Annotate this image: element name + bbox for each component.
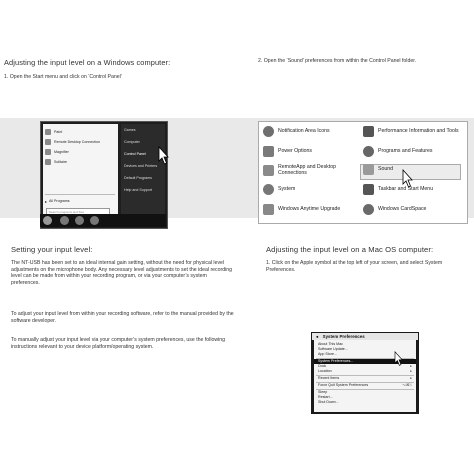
- start-link-computer[interactable]: Computer: [124, 140, 140, 144]
- start-link-help-support[interactable]: Help and Support: [124, 188, 152, 192]
- control-panel-item-label: RemoteApp and Desktop Connections: [278, 164, 336, 177]
- control-panel-item[interactable]: [263, 164, 359, 176]
- menu-system-preferences[interactable]: System Preferences...: [318, 358, 354, 363]
- start-item-remote-desktop[interactable]: Remote Desktop Connection: [45, 138, 100, 146]
- control-panel-item-label: Programs and Features: [378, 148, 433, 155]
- control-panel-item-label: Windows Anytime Upgrade: [278, 206, 341, 213]
- control-panel-item-label: Windows CardSpace: [378, 206, 427, 213]
- start-link-default-programs[interactable]: Default Programs: [124, 176, 152, 180]
- start-orb-icon[interactable]: [43, 216, 52, 225]
- menu-force-quit[interactable]: Force Quit System Preferences: [318, 383, 369, 387]
- control-panel-window: [258, 121, 468, 224]
- remoteapp-icon: [263, 165, 274, 176]
- menu-recent-items[interactable]: Recent Items: [318, 376, 340, 380]
- all-programs-link[interactable]: ▸ All Programs: [45, 198, 70, 204]
- windows-step2: 2. Open the ‘Sound’ preferences from within the Control Panel folder.: [258, 58, 417, 64]
- control-panel-item[interactable]: [363, 146, 459, 157]
- setting-paragraph-3: To manually adjust your input level via your computer’s system preferences, use the following instructions relevant to your device platform/operating system.: [11, 337, 226, 350]
- sound-icon: [363, 164, 374, 175]
- start-link-devices-printers[interactable]: Devices and Printers: [124, 164, 158, 168]
- control-panel-item[interactable]: [263, 184, 359, 195]
- setting-heading: Setting your input level:: [11, 245, 93, 254]
- start-search-input[interactable]: Search programs and files: [46, 208, 110, 216]
- force-quit-shortcut: ⌥⌘⎋: [402, 383, 412, 387]
- start-link-control-panel[interactable]: Control Panel: [124, 152, 146, 156]
- mac-heading: Adjusting the input level on a Mac OS computer:: [266, 245, 434, 254]
- control-panel-item-label: Notification Area Icons: [278, 128, 330, 135]
- start-link-games[interactable]: Games: [124, 128, 136, 132]
- taskbar-media-icon[interactable]: [90, 216, 99, 225]
- arrow-right-icon: ▸: [45, 198, 48, 204]
- control-panel-item[interactable]: [263, 204, 359, 215]
- solitaire-icon: [45, 159, 51, 165]
- menu-software-update[interactable]: Software Update...: [318, 347, 348, 351]
- control-panel-item-label: System: [278, 186, 296, 193]
- apple-menu: [311, 332, 419, 414]
- menu-about-this-mac[interactable]: About This Mac: [318, 342, 343, 346]
- start-item-magnifier[interactable]: Magnifier: [45, 148, 69, 156]
- menu-location[interactable]: Location: [318, 369, 332, 373]
- menu-separator: [316, 382, 414, 383]
- menu-sleep[interactable]: Sleep: [318, 390, 328, 394]
- mouse-cursor-icon: [402, 169, 414, 189]
- start-menu: [40, 121, 168, 229]
- taskbar-ie-icon[interactable]: [60, 216, 69, 225]
- menu-separator: [316, 389, 414, 390]
- menu-separator: [316, 375, 414, 376]
- setting-paragraph-2: To adjust your input level from within your recording software, refer to the manual provided by the software developer.: [11, 311, 234, 324]
- performance-icon: [363, 126, 374, 137]
- apple-icon[interactable]: ●: [316, 334, 319, 339]
- menu-restart[interactable]: Restart...: [318, 395, 333, 399]
- control-panel-item-label: Sound: [378, 166, 394, 173]
- menu-shut-down[interactable]: Shut Down...: [318, 400, 339, 404]
- start-menu-places: [121, 124, 165, 219]
- system-icon: [263, 184, 274, 195]
- mouse-cursor-icon: [394, 351, 404, 367]
- cardspace-icon: [363, 204, 374, 215]
- submenu-arrow-icon: ▸: [410, 376, 412, 380]
- notification-area-icon: [263, 126, 274, 137]
- windows-heading: Adjusting the input level on a Windows computer:: [4, 58, 171, 67]
- anytime-upgrade-icon: [263, 204, 274, 215]
- magnifier-icon: [45, 149, 51, 155]
- control-panel-item[interactable]: [263, 126, 359, 137]
- control-panel-item-label: Power Options: [278, 148, 313, 155]
- taskbar-explorer-icon[interactable]: [75, 216, 84, 225]
- windows-step1: 1. Open the Start menu and click on ‘Control Panel’: [4, 74, 122, 80]
- control-panel-item[interactable]: [363, 204, 459, 215]
- mouse-cursor-icon: [158, 146, 170, 166]
- control-panel-item[interactable]: [363, 126, 459, 137]
- menu-bar: ● System Preferences: [312, 333, 418, 340]
- menu-dock[interactable]: Dock: [318, 364, 327, 368]
- control-panel-item-label: Taskbar and Start Menu: [378, 186, 434, 193]
- submenu-arrow-icon: ▸: [410, 364, 412, 368]
- start-menu-programs: [43, 124, 118, 219]
- control-panel-item-label: Performance Information and Tools: [378, 128, 459, 135]
- remote-desktop-icon: [45, 139, 51, 145]
- start-item-solitaire[interactable]: Solitaire: [45, 158, 67, 166]
- mac-step1: 1. Click on the Apple symbol at the top left of your screen, and select System Preferences.: [266, 260, 443, 273]
- taskbar-start-icon: [363, 184, 374, 195]
- setting-paragraph-1: The NT-USB has been set to an ideal internal gain setting, without the need for physical level adjustments on the microphone body. Any necessary level adjustments to set the ideal recording level can be made from within your recording program, or via your computer’s system preferences.: [11, 260, 233, 286]
- paint-icon: [45, 129, 51, 135]
- submenu-arrow-icon: ▸: [410, 369, 412, 373]
- power-options-icon: [263, 146, 274, 157]
- taskbar: [40, 214, 166, 227]
- divider: [45, 194, 115, 195]
- control-panel-item[interactable]: [263, 146, 359, 157]
- start-item-paint[interactable]: Paint: [45, 128, 62, 136]
- programs-features-icon: [363, 146, 374, 157]
- menu-app-store[interactable]: App Store...: [318, 352, 337, 356]
